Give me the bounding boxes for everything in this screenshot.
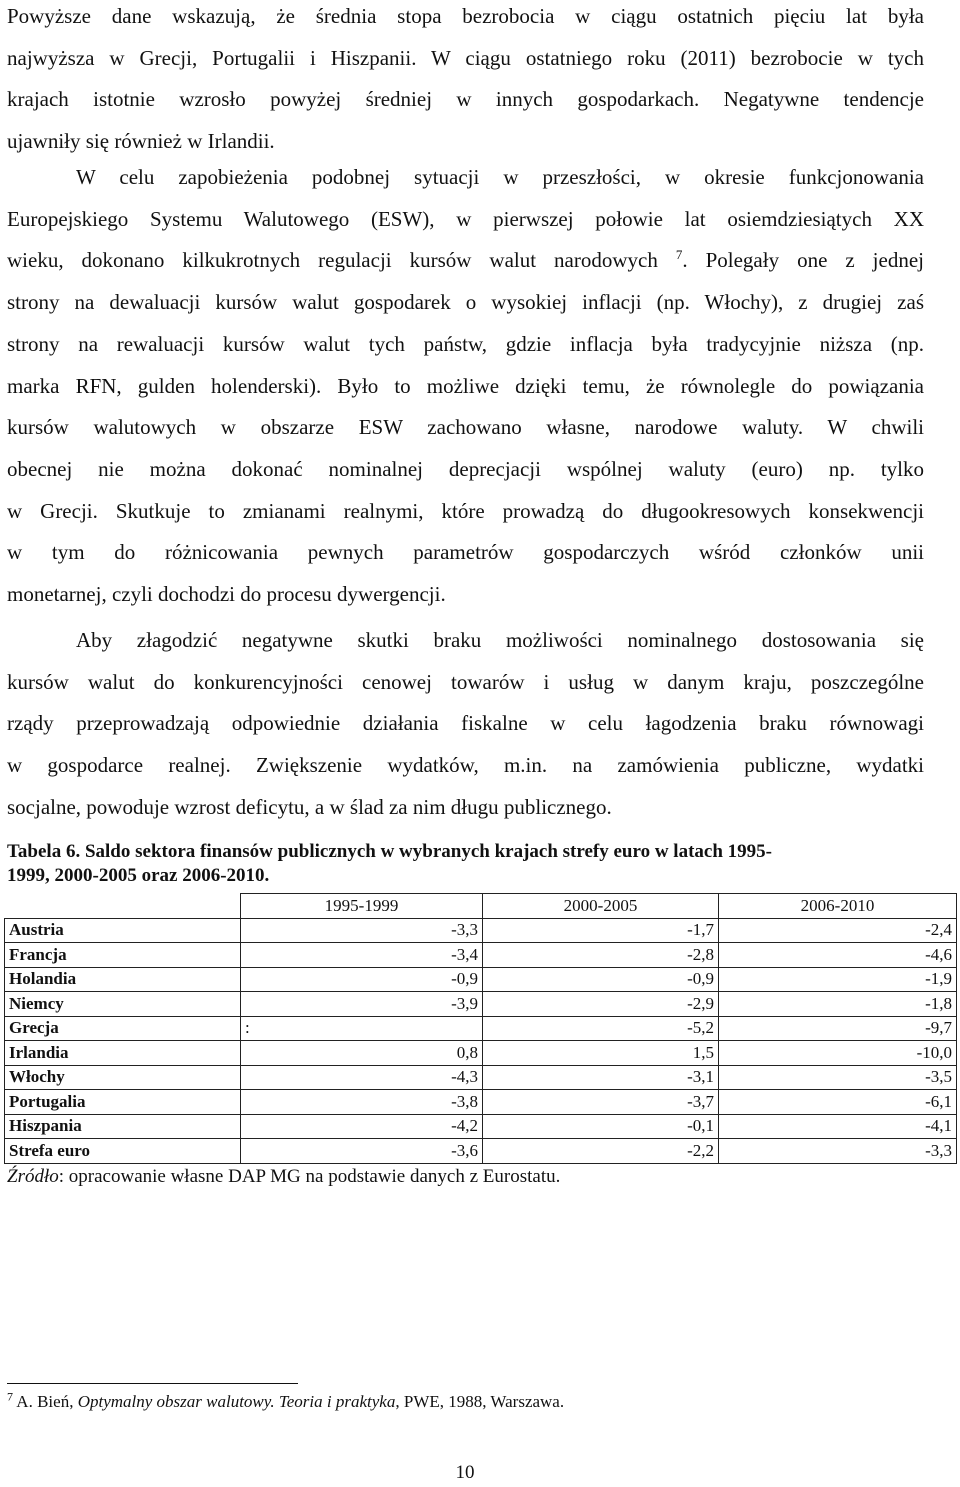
page-number: 10 <box>455 1462 475 1483</box>
country-cell: Strefa euro <box>5 1139 241 1164</box>
footnote-mark: 7 <box>7 1389 13 1404</box>
value-cell: -4,6 <box>719 943 957 968</box>
text-line: strony na rewaluacji kursów walut tych państw, gdzie inflacja była tradycyjnie niższa (np. <box>7 331 924 356</box>
table-row <box>5 1065 957 1090</box>
text-fragment: . Polegały one z jednej <box>682 248 924 273</box>
value-cell: -3,5 <box>719 1065 957 1090</box>
value-cell: -0,1 <box>483 1114 719 1139</box>
text-line: w gospodarce realnej. Zwiększenie wydatków, m.in. na zamówienia publiczne, wydatki <box>7 753 924 778</box>
country-cell: Holandia <box>5 967 241 992</box>
text-line-with-footnote <box>7 240 924 282</box>
value-cell: -3,1 <box>483 1065 719 1090</box>
footnote-author: A. Bień, <box>13 1392 78 1411</box>
table-corner-cell <box>5 894 241 919</box>
value-cell: -4,1 <box>719 1114 957 1139</box>
country-cell: Francja <box>5 943 241 968</box>
text-line: Aby złagodzić negatywne skutki braku możliwości nominalnego dostosowania się <box>76 628 924 652</box>
column-header: 1995-1999 <box>241 894 483 919</box>
fiscal-balance-table <box>4 893 957 1164</box>
value-cell: -1,7 <box>483 918 719 943</box>
country-cell: Austria <box>5 918 241 943</box>
value-cell: -10,0 <box>719 1041 957 1066</box>
country-cell: Portugalia <box>5 1090 241 1115</box>
text-line: W celu zapobieżenia podobnej sytuacji w przeszłości, w okresie funkcjonowania <box>76 165 924 189</box>
table-caption-line: 1999, 2000-2005 oraz 2006-2010. <box>7 865 270 886</box>
value-cell: -9,7 <box>719 1016 957 1041</box>
value-cell: : <box>241 1016 483 1041</box>
value-cell: -6,1 <box>719 1090 957 1115</box>
value-cell: -4,2 <box>241 1114 483 1139</box>
text-line: Europejskiego Systemu Walutowego (ESW), w pierwszej połowie lat osiemdziesiątych XX <box>7 206 924 231</box>
value-cell: -2,9 <box>483 992 719 1017</box>
source-text: : opracowanie własne DAP MG na podstawie danych z Eurostatu. <box>58 1166 561 1187</box>
text-line: kursów walut do konkurencyjności cenowej towarów i usług w danym kraju, poszczególne <box>7 669 924 694</box>
table-row <box>5 1090 957 1115</box>
column-header: 2006-2010 <box>719 894 957 919</box>
text-line: strony na dewaluacji kursów walut gospodarek o wysokiej inflacji (np. Włochy), z drugiej zaś <box>7 290 924 315</box>
table-row <box>5 918 957 943</box>
value-cell: -3,3 <box>719 1139 957 1164</box>
value-cell: -1,9 <box>719 967 957 992</box>
text-line: rządy przeprowadzają odpowiednie działania fiskalne w celu łagodzenia braku równowagi <box>7 711 924 736</box>
text-line: marka RFN, gulden holenderski). Było to możliwe dzięki temu, że równolegle do powiązania <box>7 373 924 398</box>
footnote-reference[interactable]: 7 <box>675 247 683 263</box>
text-line: krajach istotnie wzrosło powyżej średniej w innych gospodarkach. Negatywne tendencje <box>7 87 924 112</box>
source-label: Źródło <box>7 1166 59 1187</box>
footnote-publication: , PWE, 1988, Warszawa. <box>395 1392 565 1411</box>
paragraph-1 <box>7 0 924 163</box>
value-cell: -0,9 <box>241 967 483 992</box>
table-row <box>5 943 957 968</box>
footnote-title: Optymalny obszar walutowy. Teoria i praktyka <box>77 1392 396 1411</box>
value-cell: -0,9 <box>483 967 719 992</box>
value-cell: 1,5 <box>483 1041 719 1066</box>
text-line: Powyższe dane wskazują, że średnia stopa bezrobocia w ciągu ostatnich pięciu lat była <box>7 4 924 28</box>
table-header-row <box>5 894 957 919</box>
value-cell: -2,8 <box>483 943 719 968</box>
text-line: obecnej nie można dokonać nominalnej deprecjacji wspólnej waluty (euro) np. tylko <box>7 456 924 481</box>
value-cell: -3,3 <box>241 918 483 943</box>
footnote-divider <box>7 1383 298 1384</box>
table-row <box>5 992 957 1017</box>
text-fragment: wieku, dokonano kilkukrotnych regulacji kursów walut narodowych <box>7 248 658 273</box>
value-cell: -1,8 <box>719 992 957 1017</box>
text-line: najwyższa w Grecji, Portugalii i Hiszpanii. W ciągu ostatniego roku (2011) bezrobocie w tych <box>7 45 924 70</box>
table-row <box>5 1016 957 1041</box>
text-line: ujawniły się również w Irlandii. <box>7 129 275 154</box>
value-cell: 0,8 <box>241 1041 483 1066</box>
value-cell: -5,2 <box>483 1016 719 1041</box>
text-line: w Grecji. Skutkuje to zmianami realnymi, które prowadzą do długookresowych konsekwencji <box>7 498 924 523</box>
text-line: kursów walutowych w obszarze ESW zachowano własne, narodowe waluty. W chwili <box>7 415 924 440</box>
paragraph-2 <box>7 157 924 616</box>
table-row <box>5 1041 957 1066</box>
country-cell: Hiszpania <box>5 1114 241 1139</box>
value-cell: -3,8 <box>241 1090 483 1115</box>
footnote <box>7 1389 565 1412</box>
table-row <box>5 1114 957 1139</box>
value-cell: -2,2 <box>483 1139 719 1164</box>
table-caption-line: Tabela 6. Saldo sektora finansów publicznych w wybranych krajach strefy euro w latach 1995- <box>7 841 772 862</box>
table-row <box>5 967 957 992</box>
value-cell: -3,7 <box>483 1090 719 1115</box>
value-cell: -2,4 <box>719 918 957 943</box>
table-caption <box>7 840 927 888</box>
table-source-note <box>7 1166 560 1188</box>
text-line: w tym do różnicowania pewnych parametrów gospodarczych wśród członków unii <box>7 540 924 565</box>
paragraph-3 <box>7 620 924 829</box>
column-header: 2000-2005 <box>483 894 719 919</box>
value-cell: -3,6 <box>241 1139 483 1164</box>
value-cell: -3,9 <box>241 992 483 1017</box>
value-cell: -4,3 <box>241 1065 483 1090</box>
country-cell: Grecja <box>5 1016 241 1041</box>
value-cell: -3,4 <box>241 943 483 968</box>
country-cell: Irlandia <box>5 1041 241 1066</box>
country-cell: Włochy <box>5 1065 241 1090</box>
table-row <box>5 1139 957 1164</box>
text-line: monetarnej, czyli dochodzi do procesu dywergencji. <box>7 582 446 607</box>
country-cell: Niemcy <box>5 992 241 1017</box>
text-line: socjalne, powoduje wzrost deficytu, a w ślad za nim długu publicznego. <box>7 794 612 819</box>
